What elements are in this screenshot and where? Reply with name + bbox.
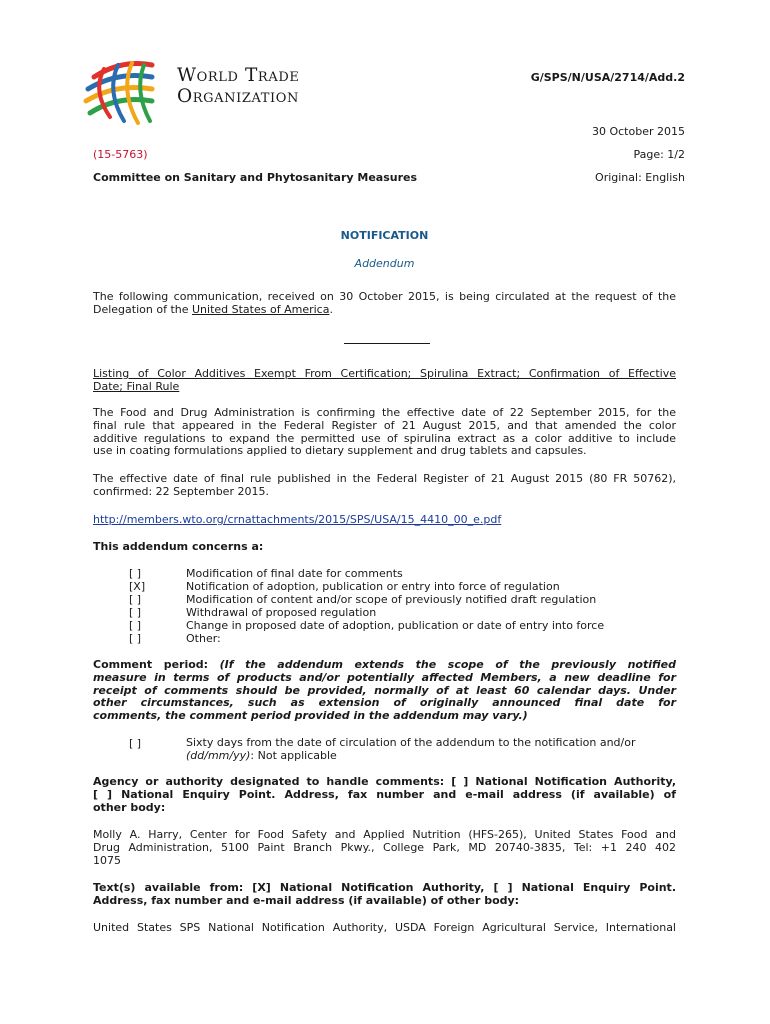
comment-period-option-line: Sixty days from the date of circulation of the addendum to the notification and/or (186, 736, 636, 749)
concern-option-label: Notification of adoption, publication or entry into force of regulation (186, 580, 560, 593)
agency-line: Agency or authority designated to handle comments: [ ] National Notification Authority, (93, 775, 676, 788)
comment-period-checkbox[interactable]: [ ] (129, 737, 142, 750)
contact-line: Molly A. Harry, Center for Food Safety and Applied Nutrition (HFS-265), United States Food and (93, 828, 676, 841)
subject-line: Listing of Color Additives Exempt From Certification; Spirulina Extract; Confirmation of Effective (93, 367, 676, 380)
agency-line: [ ] National Enquiry Point. Address, fax number and e-mail address (if available) of (93, 787, 676, 801)
addendum-subtitle: Addendum (354, 257, 415, 270)
date-format: (dd/mm/yy) (186, 748, 251, 762)
comment-period-option (186, 737, 636, 763)
member-country: United States of America (192, 302, 330, 316)
concern-option-label: Modification of content and/or scope of previously notified draft regulation (186, 593, 597, 606)
comment-period-line (93, 659, 676, 672)
org-name (177, 65, 299, 107)
body-line: The effective date of final rule published in the Federal Register of 21 August 2015 (80 FR 50762), (93, 472, 676, 485)
document-link[interactable]: http://members.wto.org/crnattachments/2015/SPS/USA/15_4410_00_e.pdf (93, 513, 502, 526)
concerns-heading: This addendum concerns a: (93, 540, 264, 553)
concern-option-label: Modification of final date for comments (186, 567, 403, 580)
concern-option-label: Change in proposed date of adoption, publication or date of entry into force (186, 619, 605, 632)
concern-checkbox[interactable]: [ ] (129, 567, 142, 580)
intro-paragraph (93, 291, 676, 317)
body-line: use in coating formulations applied to dietary supplement and drug tablets and capsules. (93, 444, 587, 458)
comment-period-text: (If the addendum extends the scope of the previously notified (208, 658, 677, 671)
concern-checkbox[interactable]: [ ] (129, 619, 142, 632)
agency-heading (93, 776, 676, 814)
wto-logo (82, 55, 342, 131)
document-symbol: G/SPS/N/USA/2714/Add.2 (530, 71, 685, 84)
subject-line: Date; Final Rule (93, 379, 180, 393)
org-name-line2: Organization (177, 86, 299, 107)
texts-available-body (93, 922, 676, 935)
not-applicable: : Not applicable (250, 748, 337, 762)
comment-period-line: measure in terms of products and/or potentially affected Members, a new deadline for (93, 670, 676, 684)
comment-period-line: other circumstances, such as extension of originally announced final date for (93, 696, 676, 710)
concern-option-label: Withdrawal of proposed regulation (186, 606, 377, 619)
committee-name: Committee on Sanitary and Phytosanitary Measures (93, 171, 418, 184)
concern-checkbox[interactable]: [X] (129, 580, 146, 593)
concern-option-label: Other: (186, 632, 221, 645)
wto-emblem-icon (82, 55, 172, 131)
concern-checkbox[interactable]: [ ] (129, 606, 142, 619)
reference-number: (15-5763) (93, 148, 148, 161)
texts-available-line: Text(s) available from: [X] National Notification Authority, [ ] National Enquiry Point. (93, 881, 676, 894)
comment-period-line: receipt of comments should be provided, normally of at least 60 calendar days. Under (93, 683, 676, 697)
original-language: Original: English (595, 171, 685, 184)
texts-available-heading (93, 882, 676, 908)
body-line: The Food and Drug Administration is confirming the effective date of 22 September 2015, for the (93, 406, 676, 419)
document-date: 30 October 2015 (591, 125, 685, 138)
texts-available-body-line: United States SPS National Notification Authority, USDA Foreign Agricultural Service, International (93, 921, 676, 934)
comment-period-label: Comment period: (93, 658, 209, 671)
concern-checkbox[interactable]: [ ] (129, 593, 142, 606)
notification-title: NOTIFICATION (340, 229, 429, 242)
agency-line: other body: (93, 800, 166, 814)
body-line: final rule that appeared in the Federal Register of 21 August 2015, and that amended the color (93, 418, 676, 432)
subject-title (93, 368, 676, 394)
body-paragraph-1 (93, 407, 676, 458)
body-line: additive regulations to expand the permitted use of spirulina extract as a color additive to include (93, 431, 676, 445)
contact-line: Drug Administration, 5100 Paint Branch Pkwy., College Park, MD 20740-3835, Tel: +1 240 402 (93, 840, 676, 854)
comment-period-line: comments, the comment period provided in the addendum may vary.) (93, 709, 528, 723)
contact-line: 1075 (93, 853, 121, 867)
divider (344, 343, 430, 344)
intro-end: . (329, 302, 333, 316)
texts-available-line: Address, fax number and e-mail address (if available) of other body: (93, 893, 520, 907)
body-line: confirmed: 22 September 2015. (93, 484, 269, 498)
agency-contact (93, 829, 676, 867)
intro-text: The following communication, received on 30 October 2015, is being circulated at the request of the Delegation of the (93, 290, 676, 316)
concern-checkbox[interactable]: [ ] (129, 632, 142, 645)
body-paragraph-2 (93, 473, 676, 499)
comment-period-block (93, 659, 676, 723)
comment-period-option-line2 (186, 750, 636, 763)
page-number: Page: 1/2 (633, 148, 685, 161)
org-name-line1: World Trade (177, 65, 300, 86)
